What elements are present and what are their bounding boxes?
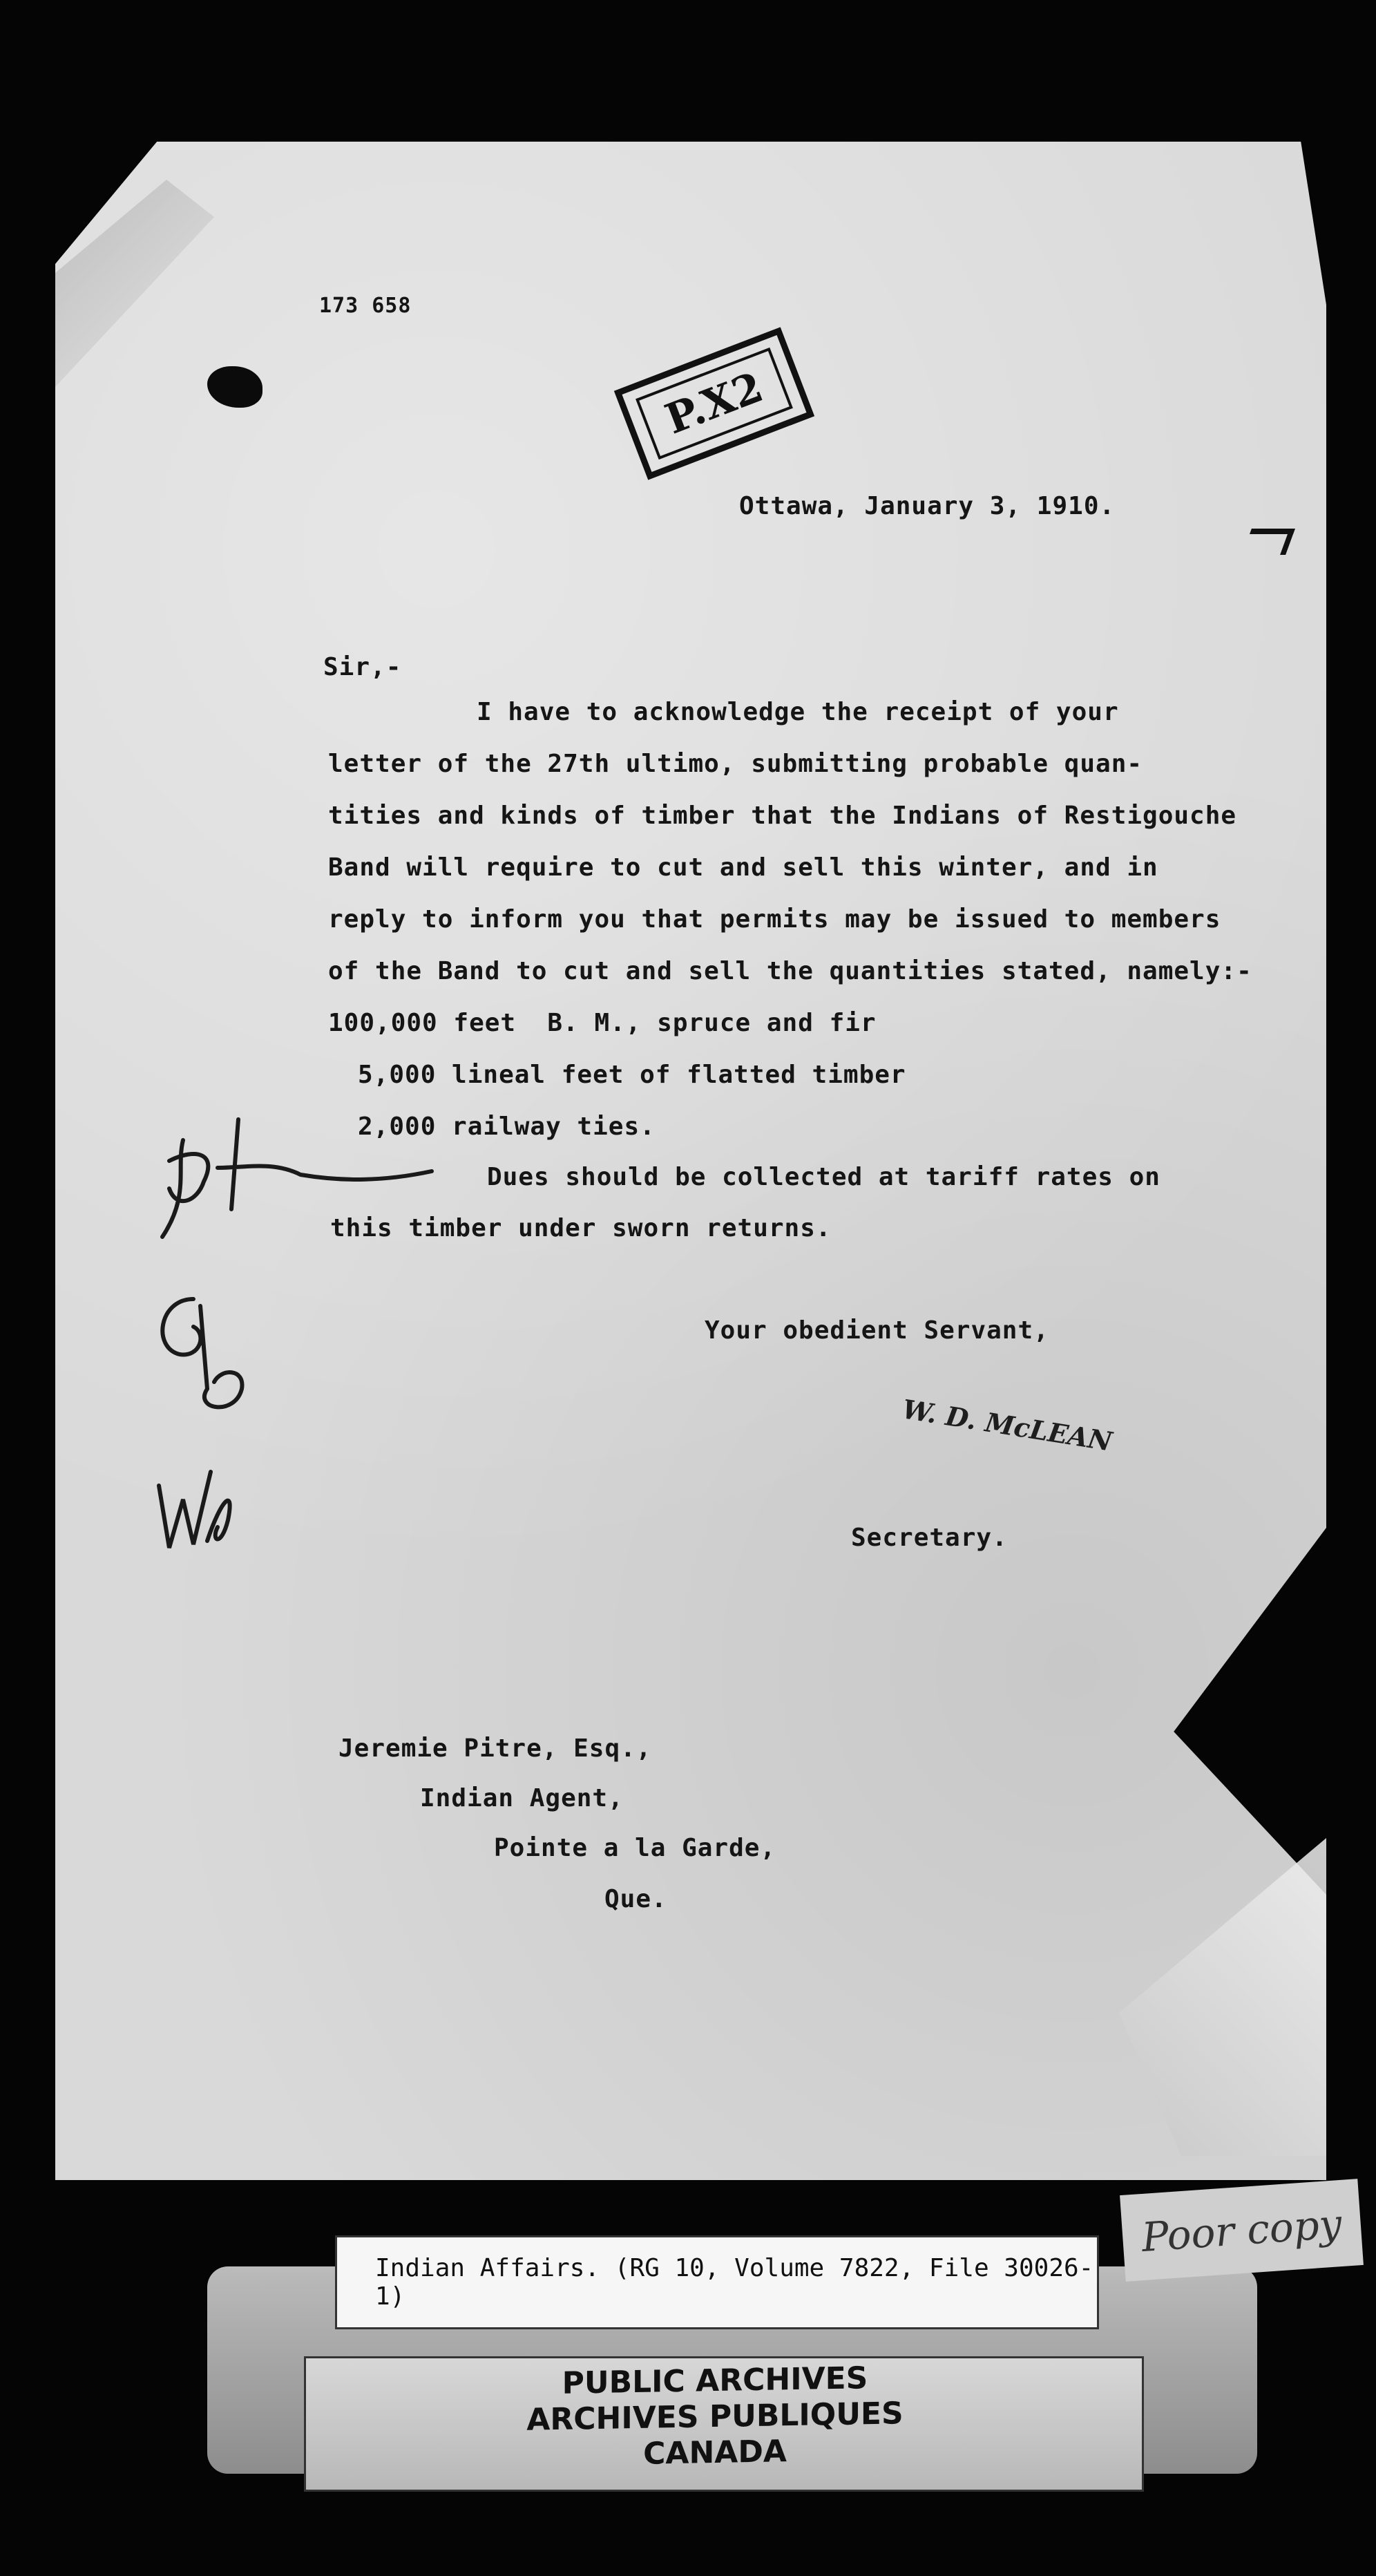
handwritten-initials-2: [138, 1285, 256, 1423]
signature-initial: W.: [900, 1393, 948, 1431]
poor-copy-tag: [1120, 2179, 1364, 2282]
dues-line: this timber under sworn returns.: [330, 1214, 832, 1242]
address-name: Jeremie Pitre, Esq.,: [338, 1734, 652, 1763]
handwritten-initials-1: [135, 1106, 446, 1258]
archive-reference-text: Indian Affairs. (RG 10, Volume 7822, File 30026-1): [375, 2254, 1094, 2311]
archive-reference-label: [335, 2235, 1099, 2329]
closing: Your obedient Servant,: [705, 1316, 1049, 1345]
body-line: letter of the 27th ultimo, submitting probable quan-: [328, 750, 1143, 778]
archive-stamp: [490, 2359, 939, 2474]
signature-text: D. McLEAN: [943, 1400, 1115, 1457]
body-line: reply to inform you that permits may be issued to members: [328, 905, 1221, 934]
quantity-line: 5,000 lineal feet of flatted timber: [358, 1061, 906, 1089]
salutation: Sir,-: [323, 653, 402, 681]
file-number: 173 658: [319, 294, 412, 318]
quantity-line: 2,000 railway ties.: [358, 1112, 656, 1141]
place-date: Ottawa, January 3, 1910.: [739, 492, 1116, 520]
body-line: tities and kinds of timber that the Indians of Restigouche: [328, 802, 1237, 830]
registry-stamp-text: P.X2: [636, 348, 793, 460]
handwritten-initials-3: [152, 1458, 242, 1562]
dues-line: Dues should be collected at tariff rates on: [487, 1163, 1160, 1191]
archive-stamp-line: ARCHIVES PUBLIQUES: [526, 2396, 904, 2438]
quantity-line: 100,000 feet B. M., spruce and fir: [328, 1009, 877, 1037]
address-line: Que.: [604, 1885, 667, 1913]
address-line: Pointe a la Garde,: [494, 1834, 776, 1862]
poor-copy-text: Poor copy: [1140, 2199, 1344, 2261]
archive-stamp-line: CANADA: [643, 2434, 787, 2472]
body-line: I have to acknowledge the receipt of your: [477, 698, 1119, 726]
address-line: Indian Agent,: [420, 1784, 624, 1812]
body-line: of the Band to cut and sell the quantities stated, namely:-: [328, 957, 1252, 985]
body-line: Band will require to cut and sell this winter, and in: [328, 853, 1158, 882]
signer-title: Secretary.: [851, 1524, 1008, 1552]
archive-stamp-line: PUBLIC ARCHIVES: [562, 2360, 868, 2401]
